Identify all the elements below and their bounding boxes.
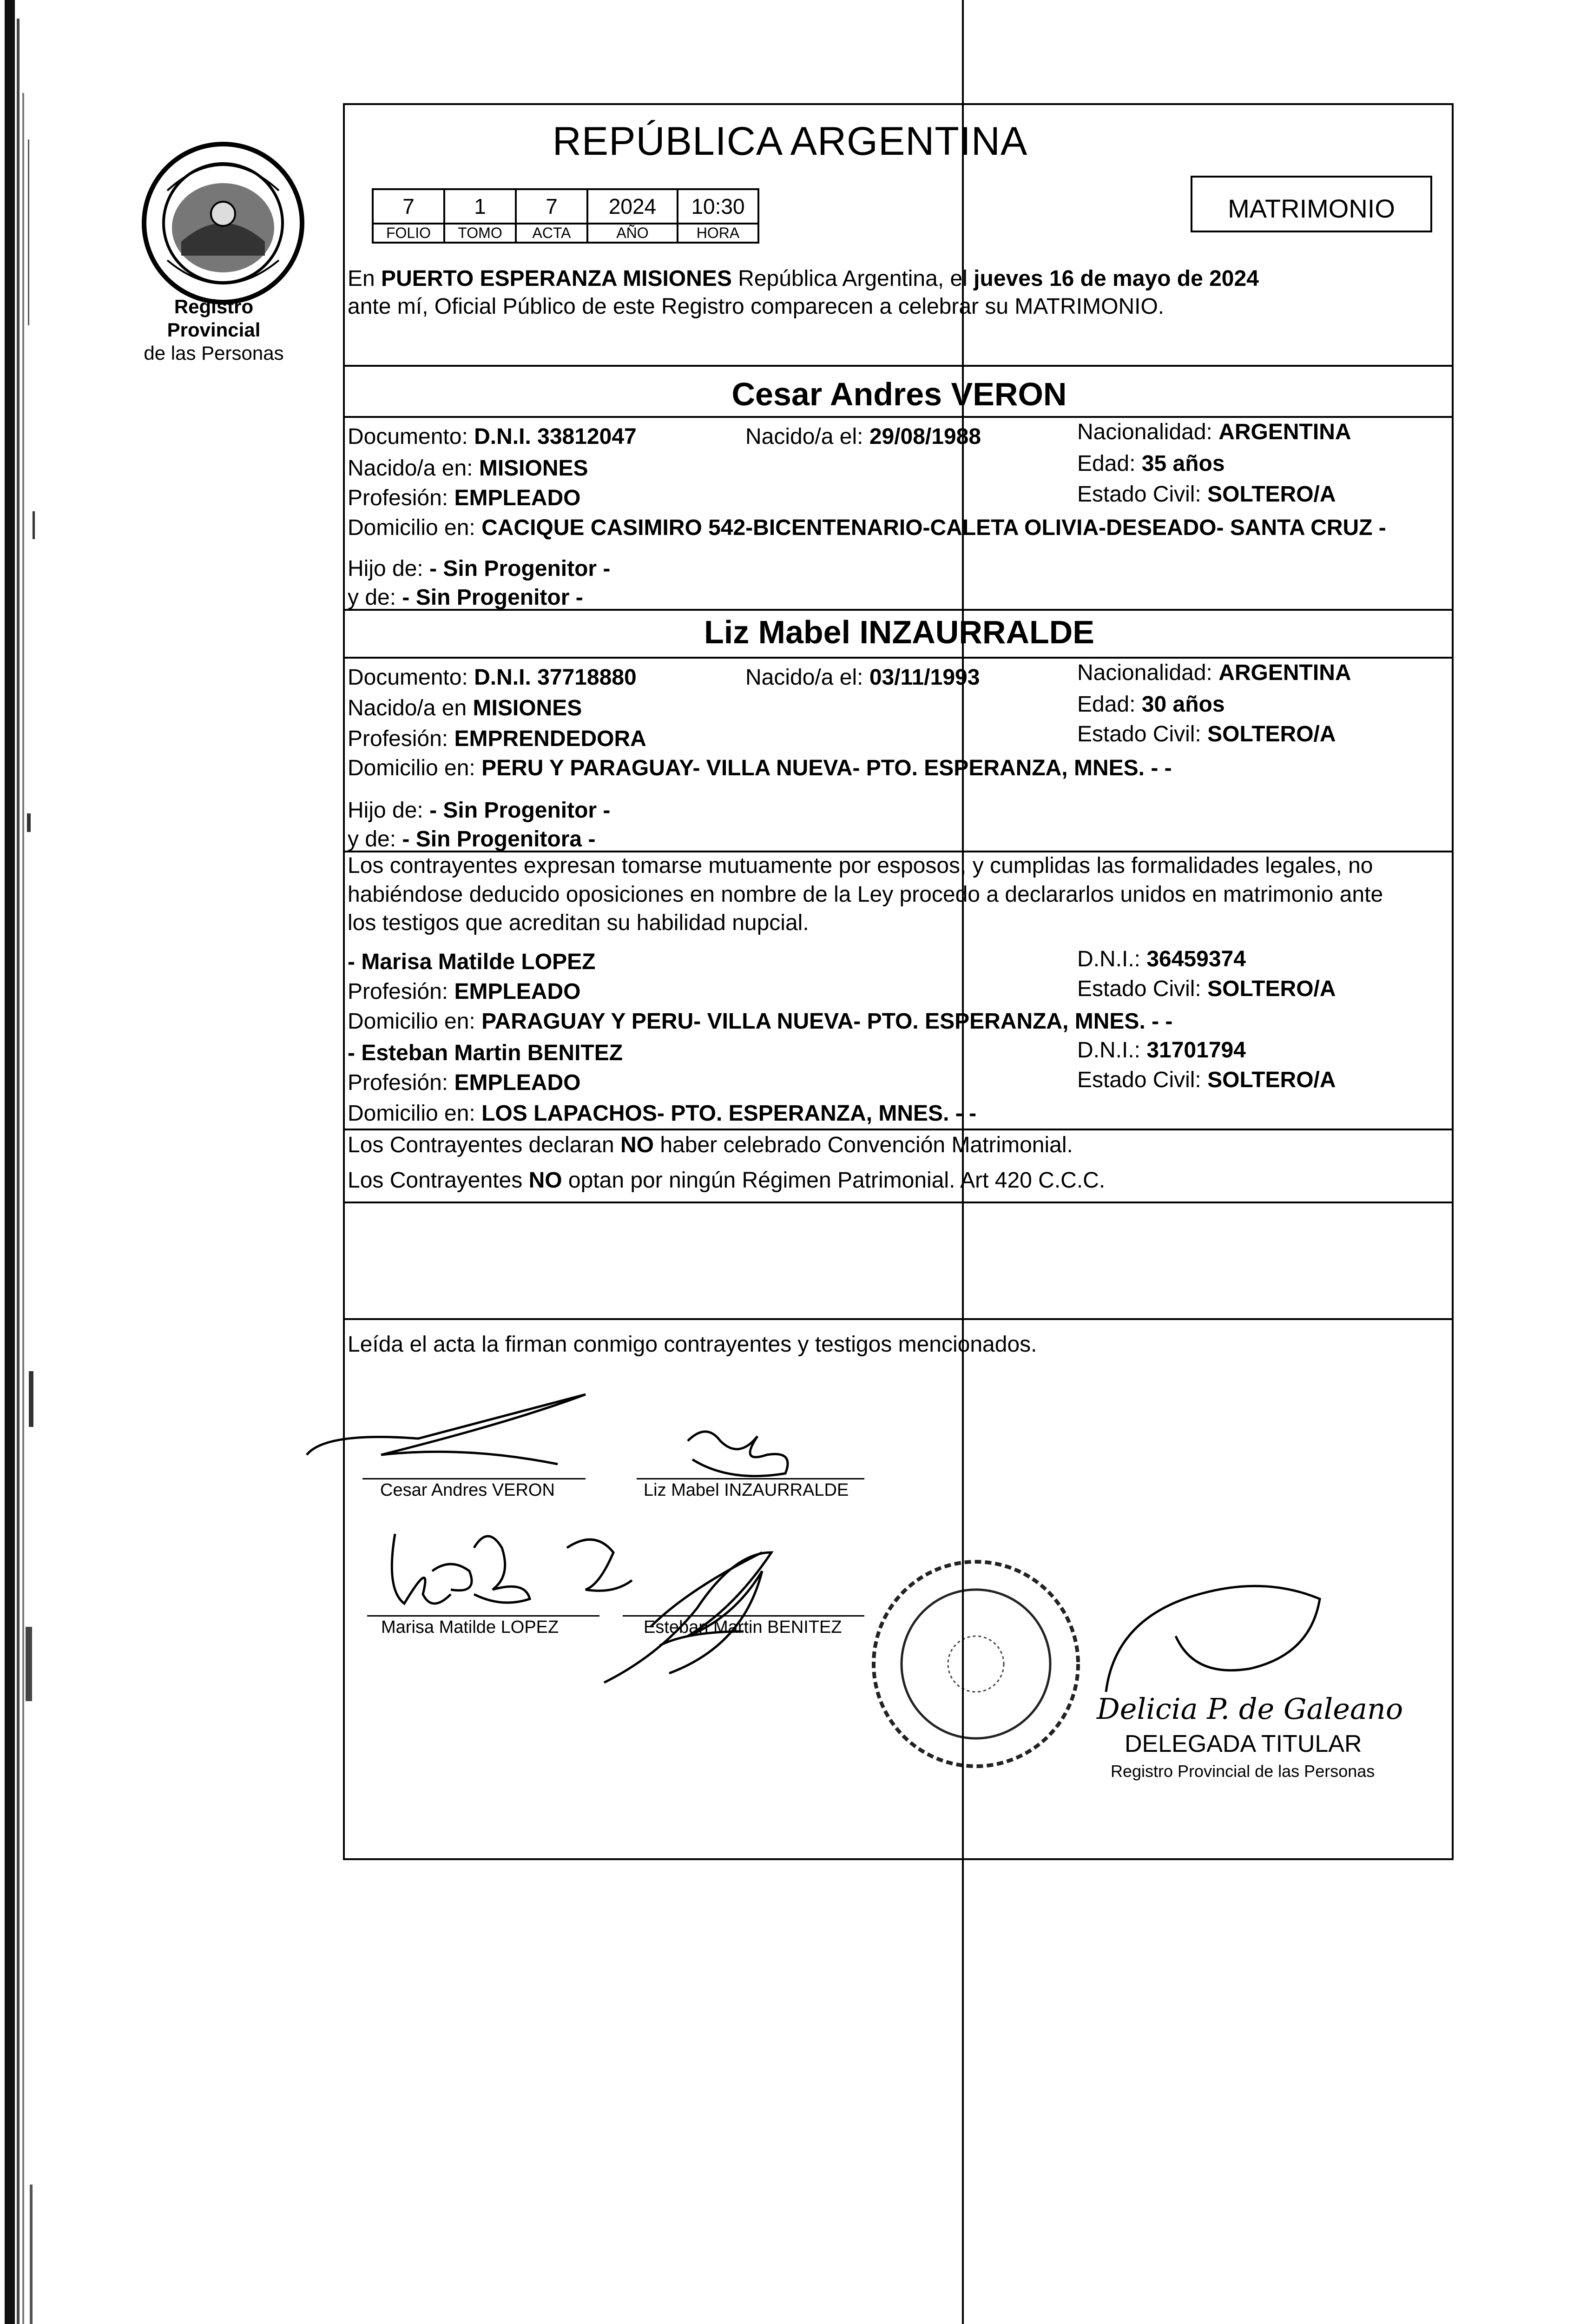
label: Profesión: xyxy=(348,1070,454,1095)
seal-caption xyxy=(125,295,302,365)
text: optan por ningún Régimen Patrimonial. Art 420 C.C.C. xyxy=(562,1168,1106,1193)
value: 29/08/1988 xyxy=(869,424,981,449)
witness1-dni xyxy=(1077,946,1246,972)
divider xyxy=(345,609,1454,611)
signature-line xyxy=(623,1615,864,1617)
value: D.N.I. 33812047 xyxy=(474,424,637,449)
label: Hijo de: xyxy=(348,556,430,581)
seal-caption-line-1: Registro Provincial xyxy=(167,296,261,341)
person2-age xyxy=(1077,692,1225,717)
person2-birth-date xyxy=(745,665,980,690)
witness1-profession xyxy=(348,979,580,1004)
label: Nacionalidad: xyxy=(1077,420,1219,444)
folio-value: 7 xyxy=(373,189,444,224)
signature-label-witness1: Marisa Matilde LOPEZ xyxy=(381,1618,559,1637)
tomo-value: 1 xyxy=(444,189,516,224)
label: Profesión: xyxy=(348,486,454,510)
value: SOLTERO/A xyxy=(1207,977,1336,1001)
act-type-box xyxy=(1191,176,1432,232)
label: Estado Civil: xyxy=(1077,482,1208,507)
folio-values-row xyxy=(373,189,758,224)
signature-line xyxy=(367,1615,599,1617)
page-title: REPÚBLICA ARGENTINA xyxy=(552,119,1028,164)
divider xyxy=(345,1202,1454,1203)
value: MISIONES xyxy=(473,696,582,720)
witness2-civil-status xyxy=(1077,1067,1336,1093)
value: MISIONES xyxy=(479,456,588,481)
intro-place: PUERTO ESPERANZA MISIONES xyxy=(381,266,732,291)
person1-parent-1 xyxy=(348,556,610,581)
label: Estado Civil: xyxy=(1077,722,1208,746)
witness2-name: - Esteban Martin BENITEZ xyxy=(348,1041,623,1065)
value: EMPLEADO xyxy=(454,979,581,1004)
declaration-line-3: los testigos que acreditan su habilidad nupcial. xyxy=(348,911,809,935)
declaration-line-1: Los contrayentes expresan tomarse mutuamente por esposos, y cumplidas las formalidades legales, no xyxy=(348,853,1373,878)
value: D.N.I. 37718880 xyxy=(474,665,637,690)
value: - Sin Progenitora - xyxy=(402,827,596,852)
value: EMPRENDEDORA xyxy=(454,726,646,751)
seal-caption-line-2: de las Personas xyxy=(144,342,284,364)
hora-label: HORA xyxy=(678,224,758,243)
person1-parent-2 xyxy=(348,585,583,610)
label: Domicilio en: xyxy=(348,515,482,540)
person2-document xyxy=(348,665,637,690)
label: Nacionalidad: xyxy=(1077,660,1219,685)
divider xyxy=(345,365,1454,367)
witness1-civil-status xyxy=(1077,976,1336,1002)
value: PARAGUAY Y PERU- VILLA NUEVA- PTO. ESPERANZA, MNES. - - xyxy=(481,1009,1173,1034)
witness1-address xyxy=(348,1009,1172,1034)
delegate-organization: Registro Provincial de las Personas xyxy=(1111,1762,1375,1781)
person1-document xyxy=(348,424,637,449)
person1-nationality xyxy=(1077,419,1351,445)
closing-statement: Leída el acta la firman conmigo contrayentes y testigos mencionados. xyxy=(348,1332,1037,1357)
hora-value: 10:30 xyxy=(678,189,758,224)
label: y de: xyxy=(348,827,402,852)
person2-birth-place xyxy=(348,695,582,721)
witness2-dni xyxy=(1077,1037,1246,1063)
label: D.N.I.: xyxy=(1077,947,1147,971)
regime-line-2 xyxy=(348,1168,1105,1193)
value: ARGENTINA xyxy=(1218,660,1351,685)
witness2-profession xyxy=(348,1070,580,1096)
person1-profession xyxy=(348,485,580,511)
value: EMPLEADO xyxy=(454,486,581,510)
fold-line xyxy=(962,0,964,2324)
label: Edad: xyxy=(1077,692,1142,717)
label: Documento: xyxy=(348,424,474,449)
regime-line-1 xyxy=(348,1132,1073,1158)
person2-name: Liz Mabel INZAURRALDE xyxy=(704,614,1094,650)
label: Nacido/a el: xyxy=(745,424,869,449)
text: Los Contrayentes xyxy=(348,1168,529,1193)
value: 35 años xyxy=(1141,451,1225,476)
intro-text-b: República Argentina, el xyxy=(731,266,974,291)
label: Nacido/a en: xyxy=(348,456,479,481)
scan-edge-artifact xyxy=(0,0,65,2324)
witness2-address xyxy=(348,1101,976,1126)
label: Estado Civil: xyxy=(1077,977,1208,1001)
tomo-label: TOMO xyxy=(444,224,516,243)
person1-birth-place xyxy=(348,456,588,481)
declaration-line-2: habiéndose deducido oposiciones en nombre de la Ley procedo a declararlos unidos en matrimonio ante xyxy=(348,882,1383,907)
intro-line-2: ante mí, Oficial Público de este Registro comparecen a celebrar su MATRIMONIO. xyxy=(348,294,1165,319)
value: EMPLEADO xyxy=(454,1070,581,1095)
value: 31701794 xyxy=(1146,1038,1246,1063)
negation: NO xyxy=(620,1133,654,1157)
person2-nationality xyxy=(1077,660,1351,686)
divider xyxy=(345,1129,1454,1130)
signature-label-witness2: Esteban Martin BENITEZ xyxy=(644,1618,842,1637)
value: - Sin Progenitor - xyxy=(429,798,611,823)
value: ARGENTINA xyxy=(1218,420,1351,444)
signature-line xyxy=(362,1478,586,1479)
value: SOLTERO/A xyxy=(1207,722,1336,746)
anio-value: 2024 xyxy=(587,189,678,224)
signature-label-groom: Cesar Andres VERON xyxy=(380,1480,555,1500)
label: D.N.I.: xyxy=(1077,1038,1147,1063)
signature-label-bride: Liz Mabel INZAURRALDE xyxy=(644,1480,849,1500)
acta-value: 7 xyxy=(516,189,587,224)
delegate-role: DELEGADA TITULAR xyxy=(1125,1730,1362,1757)
value: - Sin Progenitor - xyxy=(402,585,583,610)
value: PERU Y PARAGUAY- VILLA NUEVA- PTO. ESPERANZA, MNES. - - xyxy=(481,756,1172,780)
person2-civil-status xyxy=(1077,721,1336,747)
value: 30 años xyxy=(1141,692,1225,717)
value: 36459374 xyxy=(1146,947,1246,971)
person1-birth-date xyxy=(745,424,981,449)
label: Nacido/a en xyxy=(348,696,473,720)
value: SOLTERO/A xyxy=(1207,1068,1336,1092)
witness1-name: - Marisa Matilde LOPEZ xyxy=(348,950,596,974)
divider xyxy=(345,851,1454,852)
intro-line-1 xyxy=(348,266,1259,291)
text: haber celebrado Convención Matrimonial. xyxy=(654,1133,1073,1157)
label: Documento: xyxy=(348,665,474,690)
acta-label: ACTA xyxy=(516,224,587,243)
official-stamp-icon xyxy=(855,1534,1097,1794)
label: Domicilio en: xyxy=(348,1009,482,1034)
person2-parent-2 xyxy=(348,826,595,852)
label: y de: xyxy=(348,585,402,610)
divider xyxy=(345,1318,1454,1320)
label: Estado Civil: xyxy=(1077,1068,1208,1092)
label: Profesión: xyxy=(348,726,454,751)
person1-address xyxy=(348,515,1386,541)
person1-age xyxy=(1077,451,1225,476)
folio-table xyxy=(372,188,759,244)
value: 03/11/1993 xyxy=(869,665,980,690)
label: Hijo de: xyxy=(348,798,430,823)
delegate-name: Delicia P. de Galeano xyxy=(1097,1692,1403,1726)
label: Domicilio en: xyxy=(348,756,482,780)
label: Edad: xyxy=(1077,451,1142,476)
person2-profession xyxy=(348,726,646,752)
person2-parent-1 xyxy=(348,798,610,823)
intro-text-a: En xyxy=(348,266,382,291)
signature-line xyxy=(637,1478,864,1479)
text: Los Contrayentes declaran xyxy=(348,1133,621,1157)
value: SOLTERO/A xyxy=(1207,482,1336,507)
negation: NO xyxy=(528,1168,562,1193)
folio-label: FOLIO xyxy=(373,224,444,243)
person2-address xyxy=(348,755,1172,781)
folio-labels-row xyxy=(373,224,758,243)
value: LOS LAPACHOS- PTO. ESPERANZA, MNES. - - xyxy=(481,1101,977,1126)
label: Profesión: xyxy=(348,979,454,1004)
act-type-label: MATRIMONIO xyxy=(1228,194,1395,223)
person1-civil-status xyxy=(1077,482,1336,507)
anio-label: AÑO xyxy=(587,224,678,243)
value: - Sin Progenitor - xyxy=(429,556,611,581)
value: CACIQUE CASIMIRO 542-BICENTENARIO-CALETA OLIVIA-DESEADO- SANTA CRUZ - xyxy=(481,515,1386,540)
label: Domicilio en: xyxy=(348,1101,482,1126)
label: Nacido/a el: xyxy=(745,665,869,690)
intro-date: jueves 16 de mayo de 2024 xyxy=(974,266,1259,291)
divider xyxy=(345,657,1454,659)
divider xyxy=(345,416,1454,418)
person1-name: Cesar Andres VERON xyxy=(731,376,1067,412)
